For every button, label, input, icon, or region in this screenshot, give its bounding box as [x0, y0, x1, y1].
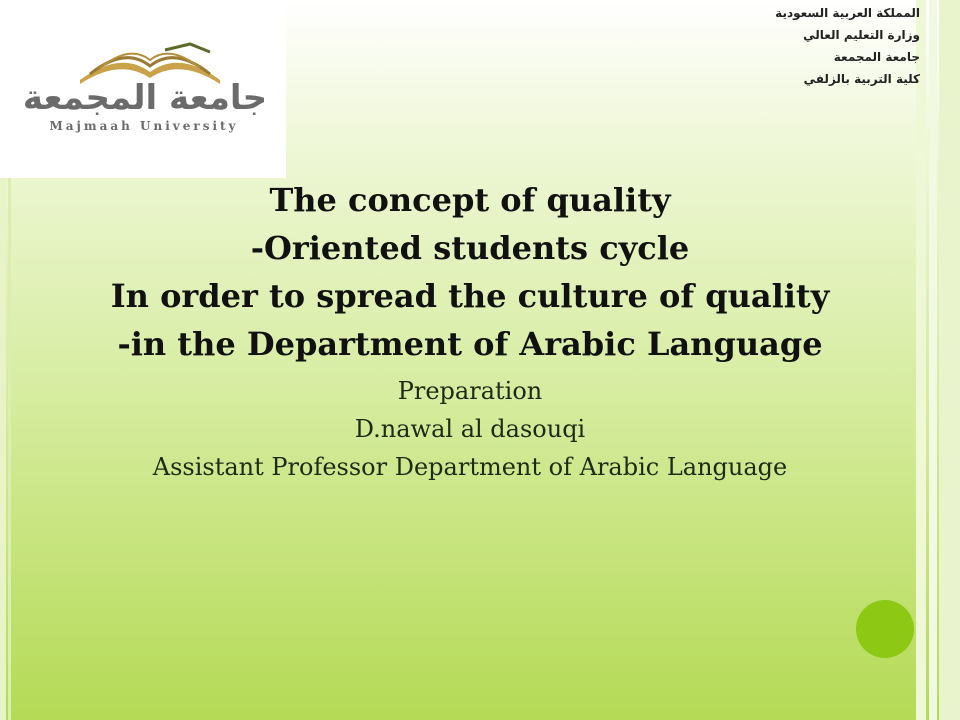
title-line: In order to spread the culture of quality: [110, 277, 830, 315]
logo-english-name: Majmaah University: [49, 119, 239, 133]
title-line: -in the Department of Arabic Language: [117, 325, 823, 363]
title-line: The concept of quality: [269, 181, 671, 219]
logo-arabic-name: جامعة المجمعة: [22, 78, 268, 118]
slide-title: [40, 176, 900, 368]
right-decor-stripe-thin: [929, 0, 937, 720]
right-decor-stripe: [916, 0, 926, 720]
accent-circle-decoration: [856, 600, 914, 658]
header-line-kingdom: المملكة العربية السعودية: [775, 6, 920, 20]
author-name: D.nawal al dasouqi: [354, 415, 586, 443]
author-position: Assistant Professor Department of Arabic Language: [152, 453, 788, 481]
header-line-ministry: وزارة التعليم العالي: [803, 28, 920, 42]
header-line-university: جامعة المجمعة: [833, 50, 920, 64]
institution-header: [660, 2, 920, 90]
university-logo: [0, 0, 286, 178]
title-line: -Oriented students cycle: [250, 229, 690, 267]
preparation-label: Preparation: [397, 377, 543, 405]
right-decor-stripe-outer: [939, 0, 960, 720]
slide-subtitle: [40, 372, 900, 486]
header-line-college: كلية التربية بالزلفي: [803, 72, 920, 86]
